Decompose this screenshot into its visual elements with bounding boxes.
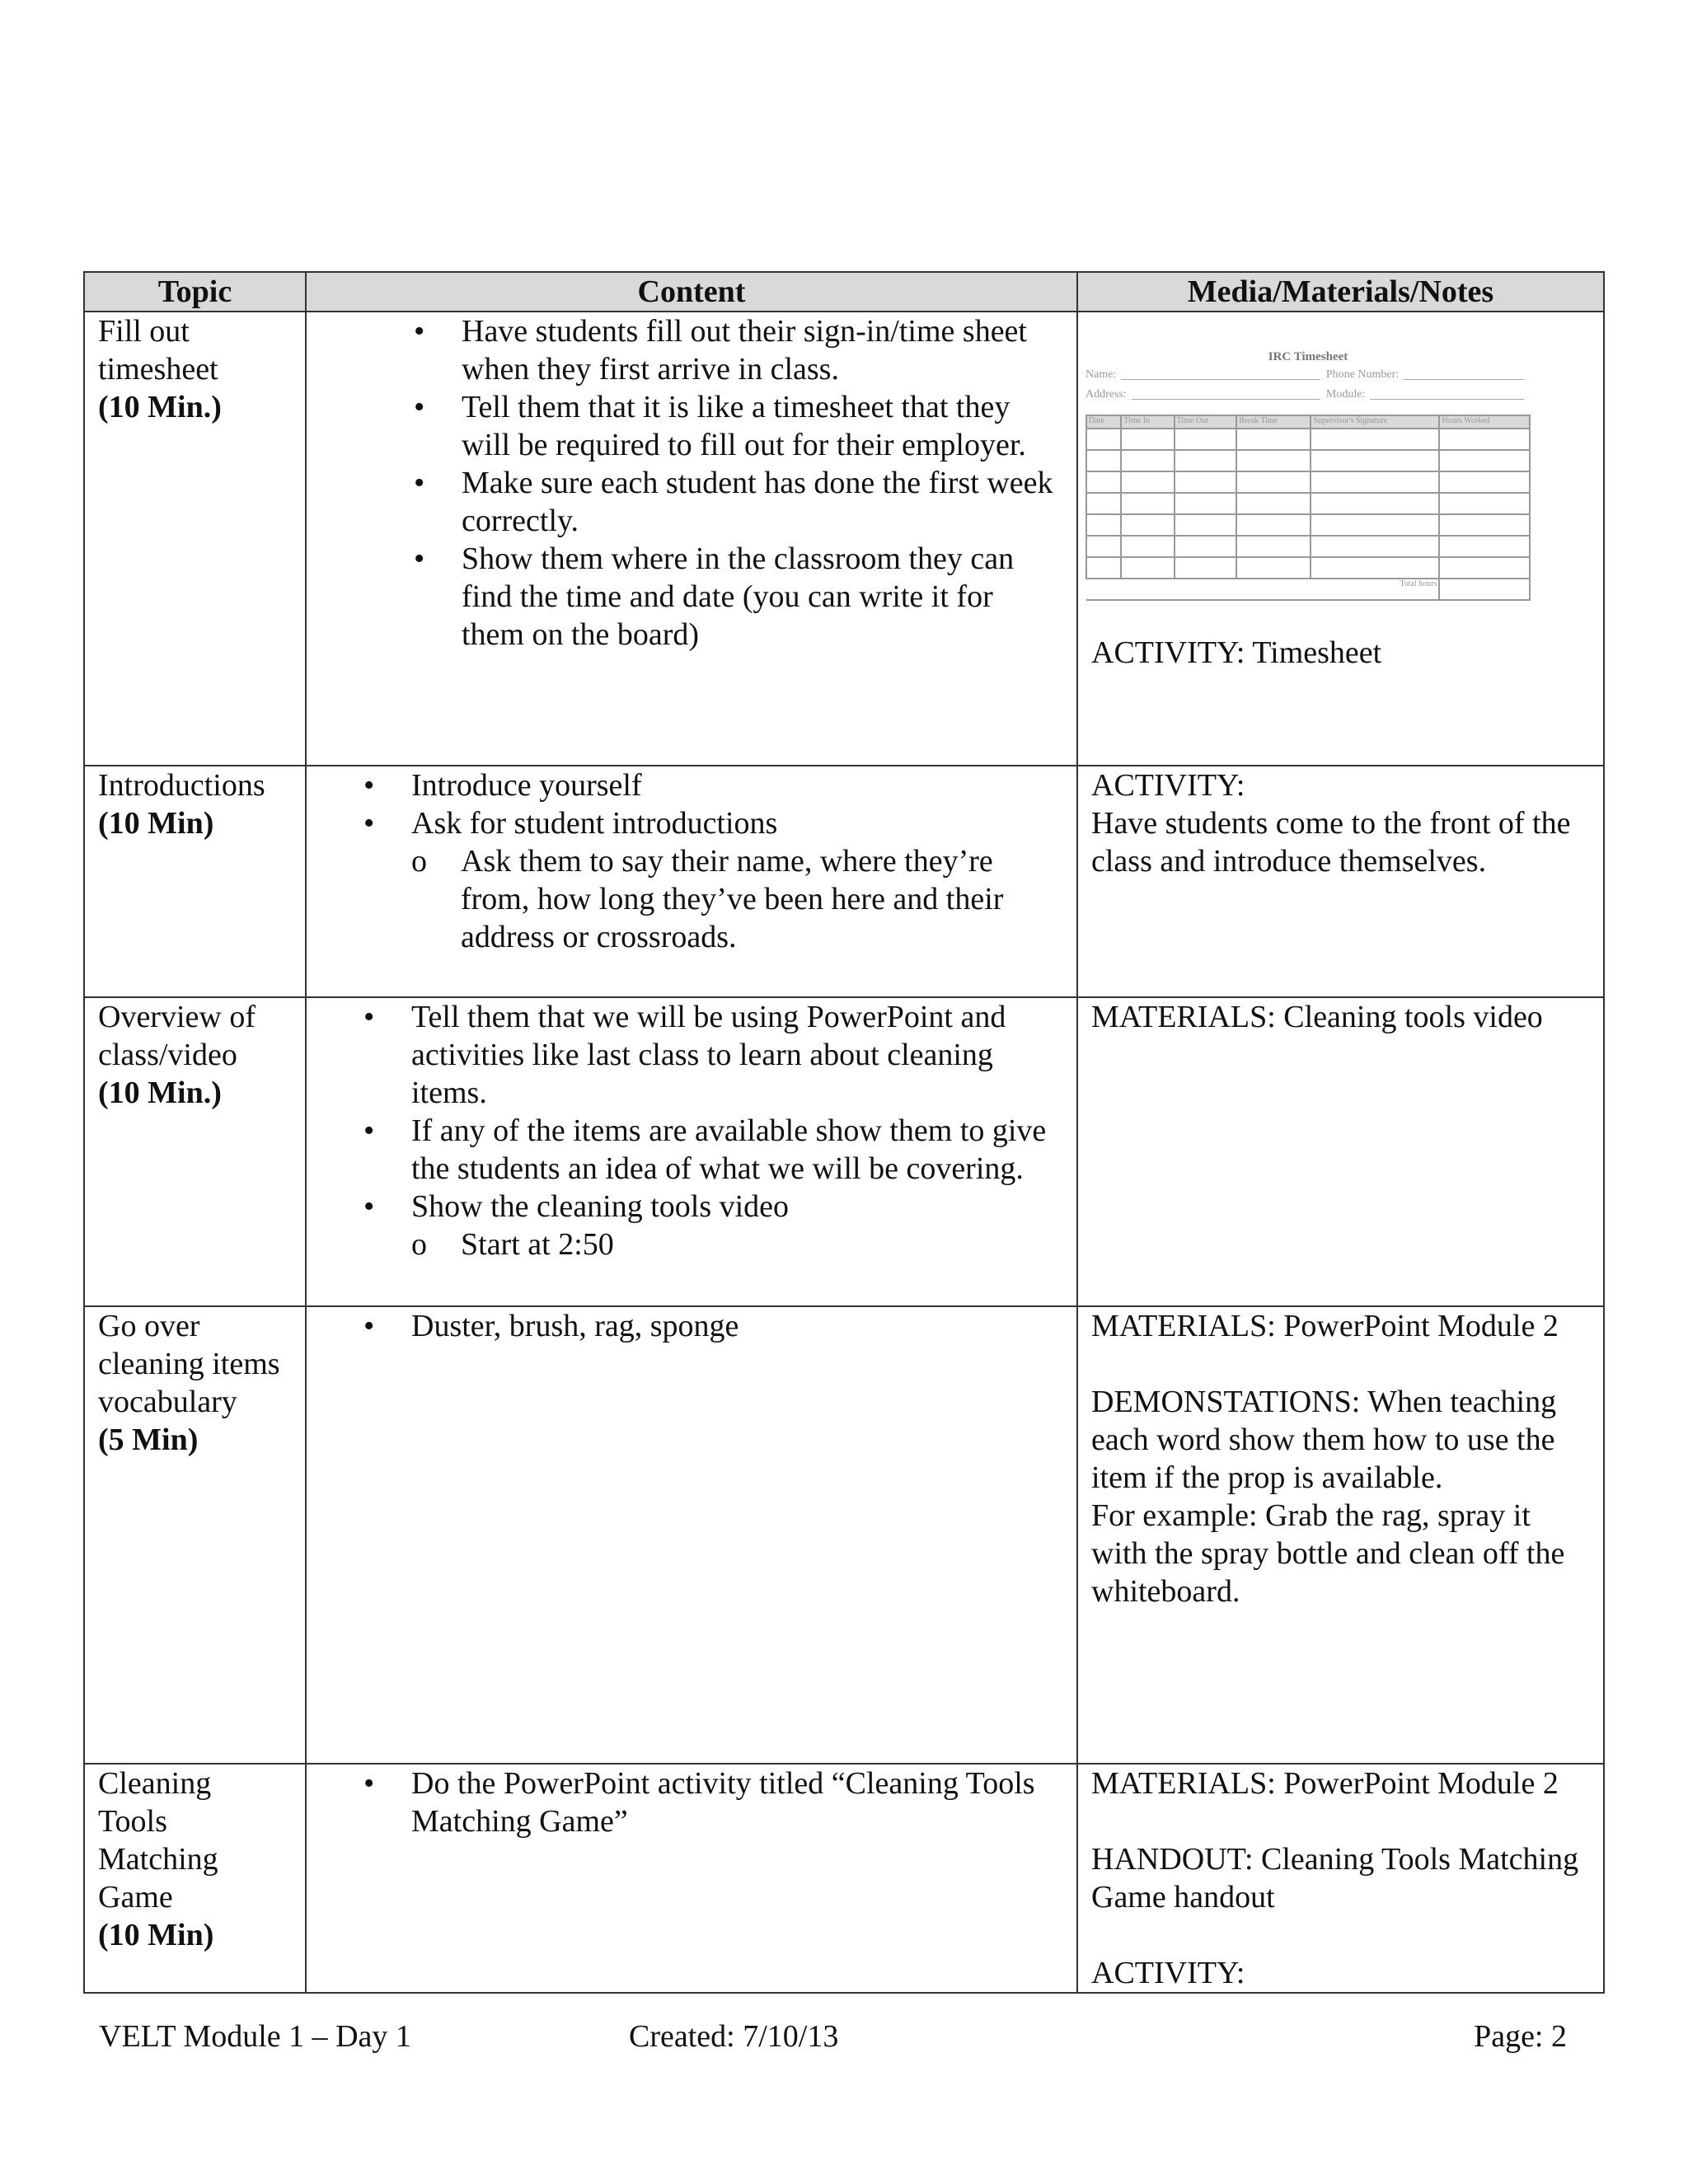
list-item: • Tell them that it is like a timesheet that they will be required to fill out for their employer. bbox=[462, 388, 1063, 464]
topic-duration: (10 Min.) bbox=[98, 390, 222, 424]
list-item: • Do the PowerPoint activity titled “Cleaning Tools Matching Game” bbox=[411, 1765, 1063, 1840]
topic-cell bbox=[84, 766, 306, 997]
timesheet-col-hours: Hours Worked bbox=[1439, 415, 1530, 429]
content-bullet-list bbox=[320, 766, 1063, 842]
content-sub-list bbox=[411, 842, 1063, 956]
table-row bbox=[84, 312, 1604, 766]
header-topic: Topic bbox=[84, 272, 306, 312]
table-header-row bbox=[84, 272, 1604, 312]
notes-text: For example: Grab the rag, spray it with the spray bottle and clean off the whiteboard. bbox=[1091, 1498, 1565, 1609]
content-sub-list bbox=[411, 1226, 1063, 1263]
table-row bbox=[84, 766, 1604, 997]
content-cell bbox=[306, 1306, 1077, 1764]
topic-label: Go over cleaning items vocabulary bbox=[98, 1309, 280, 1419]
notes-text: MATERIALS: PowerPoint Module 2 bbox=[1091, 1766, 1559, 1801]
timesheet-module-label: Module: bbox=[1325, 388, 1366, 401]
topic-cell bbox=[84, 997, 306, 1306]
content-cell bbox=[306, 997, 1077, 1306]
topic-duration: (5 Min) bbox=[98, 1422, 199, 1457]
notes-text: MATERIALS: PowerPoint Module 2 bbox=[1091, 1309, 1559, 1343]
footer-page-number: Page: 2 bbox=[1474, 2019, 1567, 2054]
header-notes: Media/Materials/Notes bbox=[1077, 272, 1604, 312]
footer-created-date: Created: 7/10/13 bbox=[629, 2019, 839, 2054]
table-row bbox=[84, 1764, 1604, 1993]
list-item: • Duster, brush, rag, sponge bbox=[411, 1307, 1063, 1345]
timesheet-address-label: Address: bbox=[1085, 388, 1127, 401]
timesheet-name-label: Name: bbox=[1085, 368, 1117, 381]
topic-duration: (10 Min) bbox=[98, 806, 214, 841]
list-item: • Show the cleaning tools video bbox=[411, 1188, 1063, 1226]
topic-duration: (10 Min.) bbox=[98, 1076, 222, 1110]
content-bullet-list bbox=[320, 998, 1063, 1226]
timesheet-title: IRC Timesheet bbox=[1268, 350, 1348, 363]
topic-label: Fill out timesheet bbox=[98, 314, 218, 387]
timesheet-col-break: Break Time bbox=[1236, 415, 1311, 429]
lesson-plan-table bbox=[83, 271, 1605, 1994]
topic-label: Overview of class/video bbox=[98, 1000, 256, 1072]
timesheet-grid bbox=[1085, 415, 1531, 601]
notes-text: DEMONSTATIONS: When teaching each word show them how to use the item if the prop is available. bbox=[1091, 1385, 1557, 1495]
timesheet-total-label: Total hours bbox=[1086, 579, 1439, 600]
timesheet-fields-row-1 bbox=[1085, 365, 1531, 385]
notes-cell bbox=[1077, 997, 1604, 1306]
list-item: • If any of the items are available show them to give the students an idea of what we will be covering. bbox=[411, 1112, 1063, 1188]
content-bullet-list bbox=[320, 312, 1063, 654]
list-item: • Have students fill out their sign-in/time sheet when they first arrive in class. bbox=[462, 312, 1063, 388]
notes-text: HANDOUT: Cleaning Tools Matching Game handout bbox=[1091, 1842, 1579, 1915]
notes-text: ACTIVITY: bbox=[1091, 768, 1245, 803]
list-item: • Show them where in the classroom they can find the time and date (you can write it for them on the board) bbox=[462, 540, 1063, 654]
content-bullet-list bbox=[320, 1307, 1063, 1345]
timesheet-fields-row-2 bbox=[1085, 385, 1531, 405]
notes-cell bbox=[1077, 766, 1604, 997]
notes-text: Have students come to the front of the class and introduce themselves. bbox=[1091, 806, 1571, 879]
list-item: o Ask them to say their name, where they’re from, how long they’ve been here and their address or crossroads. bbox=[411, 842, 1063, 956]
timesheet-col-time-out: Time Out bbox=[1175, 415, 1237, 429]
header-content: Content bbox=[306, 272, 1077, 312]
content-cell bbox=[306, 1764, 1077, 1993]
timesheet-image bbox=[1085, 349, 1531, 601]
notes-text: ACTIVITY: bbox=[1091, 1956, 1245, 1990]
timesheet-col-date: Date bbox=[1086, 415, 1121, 429]
timesheet-phone-label: Phone Number: bbox=[1325, 368, 1400, 381]
footer-module: VELT Module 1 – Day 1 bbox=[99, 2019, 411, 2054]
topic-label: Cleaning Tools Matching Game bbox=[98, 1766, 218, 1915]
table-row bbox=[84, 1306, 1604, 1764]
notes-cell bbox=[1077, 1764, 1604, 1993]
notes-cell bbox=[1077, 1306, 1604, 1764]
list-item: • Introduce yourself bbox=[411, 766, 1063, 804]
table-row bbox=[84, 997, 1604, 1306]
content-cell bbox=[306, 312, 1077, 766]
list-item: • Tell them that we will be using PowerPoint and activities like last class to learn about cleaning items. bbox=[411, 998, 1063, 1112]
content-bullet-list bbox=[320, 1765, 1063, 1840]
notes-text: ACTIVITY: Timesheet bbox=[1091, 635, 1382, 670]
notes-cell bbox=[1077, 312, 1604, 766]
topic-label: Introductions bbox=[98, 768, 265, 803]
notes-text: MATERIALS: Cleaning tools video bbox=[1091, 1000, 1543, 1034]
timesheet-col-signature: Supervisor's Signature bbox=[1311, 415, 1439, 429]
topic-cell bbox=[84, 1764, 306, 1993]
topic-duration: (10 Min) bbox=[98, 1918, 214, 1952]
topic-cell bbox=[84, 1306, 306, 1764]
list-item: • Make sure each student has done the first week correctly. bbox=[462, 464, 1063, 540]
list-item: o Start at 2:50 bbox=[411, 1226, 1063, 1263]
content-cell bbox=[306, 766, 1077, 997]
topic-cell bbox=[84, 312, 306, 766]
list-item: • Ask for student introductions bbox=[411, 804, 1063, 842]
timesheet-col-time-in: Time In bbox=[1121, 415, 1174, 429]
